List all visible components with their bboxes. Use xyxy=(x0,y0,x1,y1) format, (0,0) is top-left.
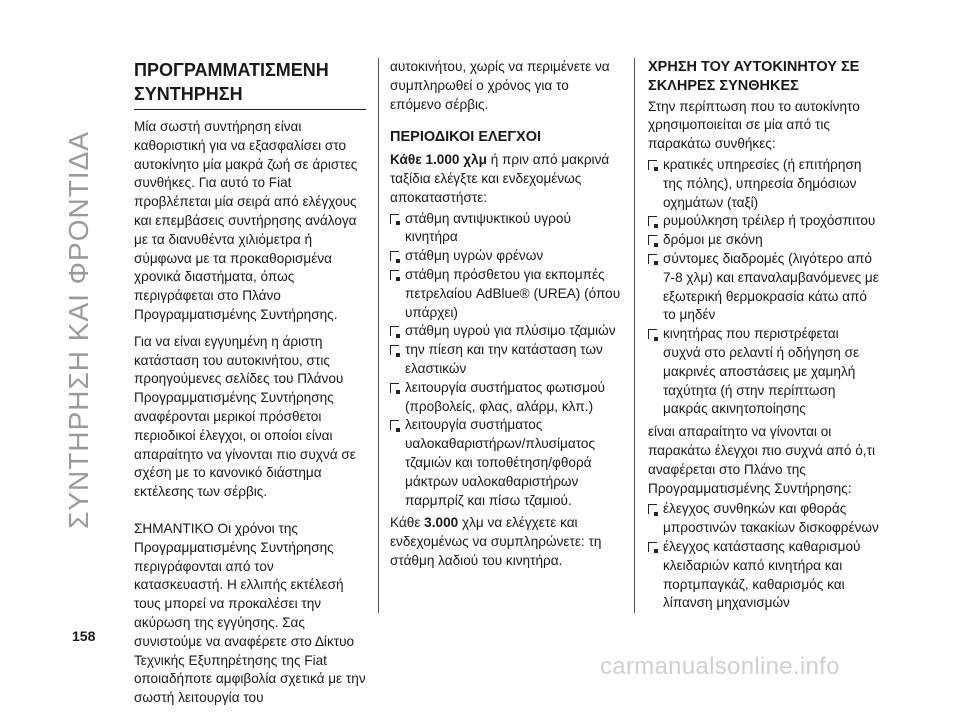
checkbox-bullet-icon xyxy=(648,216,657,226)
list-item: δρόμοι με σκόνη xyxy=(648,231,880,250)
interval-value: 3.000 xyxy=(424,515,459,531)
column-3 xyxy=(648,58,880,617)
list-item: στάθμη υγρών φρένων xyxy=(390,247,622,266)
column-divider xyxy=(634,58,635,613)
list-item: ρυμούλκηση τρέιλερ ή τροχόσπιτου xyxy=(648,212,880,231)
checkbox-bullet-icon xyxy=(648,329,657,339)
list-item: στάθμη πρόσθετου για εκπομπές πετρελαίου AdBlue® (UREA) (όπου υπάρχει) xyxy=(390,266,622,322)
condition-list xyxy=(648,156,880,419)
checkbox-bullet-icon xyxy=(390,326,399,336)
list-item: έλεγχος κατάστασης καθαρισμού κλειδαριών καπό κινητήρα και πορτμπαγκάζ, καθαρισμός και λίπανση μηχανισμών xyxy=(648,538,880,613)
list-item: λειτουργία συστήματος φωτισμού (προβολείς, φλας, αλάρμ, κλπ.) xyxy=(390,379,622,417)
paragraph: Για να είναι εγγυημένη η άριστη κατάσταση του αυτοκινήτου, στις προηγούμενες σελίδες του Πλάνου Προγραμματισμένης Συντήρησης αναφέρονται μερικοί πρόσθετοι περιοδικοί έλεγχοι, οι οποίοι είναι απαραίτητο να γίνονται πιο συχνά σε σχέση με το κανονικό διάστημα εκτέλεσης των σέρβις. xyxy=(134,333,356,500)
check-list xyxy=(648,500,880,613)
list-item: την πίεση και την κατάσταση των ελαστικών xyxy=(390,341,622,379)
checkbox-bullet-icon xyxy=(648,160,657,170)
list-item: στάθμη αντιψυκτικού υγρού κινητήρα xyxy=(390,210,622,248)
intro-paragraph: Κάθε 1.000 χλμ ή πριν από μακρινά ταξίδια ελέγξτε και ενδεχομένως αποκαταστήστε: xyxy=(390,152,610,205)
checkbox-bullet-icon xyxy=(390,420,399,430)
checkbox-bullet-icon xyxy=(648,235,657,245)
paragraph: Μία σωστή συντήρηση είναι καθοριστική για να εξασφαλίσει στο αυτοκίνητο μία μακρά ζωή σε άριστες συνθήκες. Για αυτό το Fiat προβλέπεται μία σειρά από ελέγχους και επεμβάσεις συντήρησης ανάλογα με τα διανυθέντα χιλιόμετρα ή σύμφωνα με τα προκαθορισμένα χρονικά διαστήματα, όπως περιγράφεται στο Πλάνο Προγραμματισμένης Συντήρησης. xyxy=(134,119,358,322)
list-item: κινητήρας που περιστρέφεται συχνά στο ρελαντί ή οδήγηση σε μακρινές αποστάσεις με χαμηλή ταχύτητα (ή στην περίπτωση μακράς ακινητοποίησης xyxy=(648,325,880,419)
paragraph: Στην περίπτωση που το αυτοκίνητο χρησιμοποιείται σε μία από τις παρακάτω συνθήκες: xyxy=(648,98,860,152)
list-item: στάθμη υγρού για πλύσιμο τζαμιών xyxy=(390,322,622,341)
checkbox-bullet-icon xyxy=(390,270,399,280)
list-item: λειτουργία συστήματος υαλοκαθαριστήρων/πλυσίματος τζαμιών και τοποθέτηση/φθορά μάκτρων υαλοκαθαριστήρων παρμπρίζ και πίσω τζαμιού. xyxy=(390,416,622,510)
outro-paragraph: Κάθε 3.000 χλμ να ελέγχετε και ενδεχομένως να συμπληρώνετε: τη στάθμη λαδιού του κινητήρα. xyxy=(390,515,602,568)
list-item: κρατικές υπηρεσίες (ή επιτήρηση της πόλης), υπηρεσία δημόσιων οχημάτων (ταξί) xyxy=(648,156,880,212)
side-section-title: ΣΥΝΤΗΡΗΣΗ ΚΑΙ ΦΡΟΝΤΙΔΑ xyxy=(63,131,95,529)
interval-label: Κάθε 1.000 χλμ xyxy=(390,152,487,168)
paragraph: είναι απαραίτητο να γίνονται οι παρακάτω έλεγχοι πιο συχνά από ό,τι αναφέρεται στο Πλάνο της Προγραμματισμένης Συντήρησης: xyxy=(648,424,875,496)
checkbox-bullet-icon xyxy=(390,345,399,355)
column-1 xyxy=(134,58,366,716)
page-number: 158 xyxy=(72,628,96,644)
checkbox-bullet-icon xyxy=(648,504,657,514)
section-title: ΠΡΟΓΡΑΜΜΑΤΙΣΜΕΝΗ ΣΥΝΤΗΡΗΣΗ xyxy=(134,58,366,110)
paragraph: ΣΗΜΑΝΤΙΚΟ Οι χρόνοι της Προγραμματισμένης Συντήρησης περιγράφονται από τον κατασκευαστή. Η ελλιπής εκτέλεσή τους μπορεί να προκαλέσει την ακύρωση της εγγύησης. Σας συνιστούμε να αναφέρετε στο Δίκτυο Τεχνικής Εξυπηρέτησης της Fiat οποιαδήποτε αμφιβολία σχετικά με την σωστή λειτουργία του xyxy=(134,520,366,706)
checkbox-bullet-icon xyxy=(390,251,399,261)
checkbox-bullet-icon xyxy=(390,383,399,393)
subsection-title: ΠΕΡΙΟΔΙΚΟΙ ΕΛΕΓΧΟΙ xyxy=(390,129,542,146)
list-item: έλεγχος συνθηκών και φθοράς μπροστινών τακακίων δισκοφρένων xyxy=(648,500,880,538)
checkbox-bullet-icon xyxy=(390,214,399,224)
paragraph: αυτοκινήτου, χωρίς να περιμένετε να συμπληρωθεί ο χρόνος για το επόμενο σέρβις. xyxy=(390,59,610,112)
column-divider xyxy=(378,58,379,613)
checkbox-bullet-icon xyxy=(648,542,657,552)
watermark: carmanualsonline.info xyxy=(600,653,840,680)
section-title: ΧΡΗΣΗ ΤΟΥ ΑΥΤΟΚΙΝΗΤΟΥ ΣΕ ΣΚΛΗΡΕΣ ΣΥΝΘΗΚΕΣ xyxy=(648,59,860,94)
column-2 xyxy=(390,58,622,579)
checkbox-bullet-icon xyxy=(648,254,657,264)
check-list xyxy=(390,210,622,511)
list-item: σύντομες διαδρομές (λιγότερο από 7-8 χλμ) και επαναλαμβανόμενες με εξωτερική θερμοκρασία κάτω από το μηδέν xyxy=(648,250,880,325)
